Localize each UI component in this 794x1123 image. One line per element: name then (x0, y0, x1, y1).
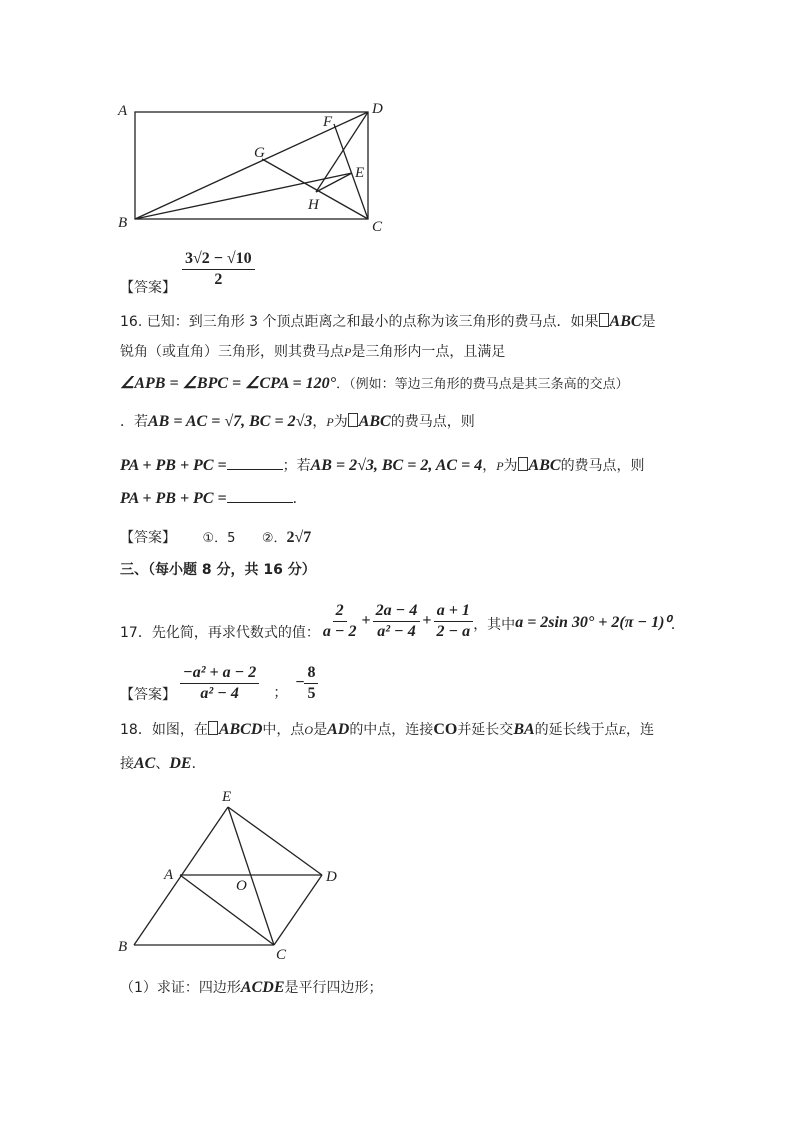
q18-text: 接 (120, 756, 134, 772)
answer-part-2-value: 2√7 (286, 529, 312, 546)
math-ad: AD (327, 721, 350, 738)
math-ac: AC (134, 755, 156, 772)
q15-answer-fraction (182, 249, 255, 290)
answer-tag: 【答案】 (120, 530, 176, 546)
math-p: P (326, 415, 334, 429)
q16-text: 的费马点，则 (560, 458, 645, 474)
q18-text: （1）求证：四边形 (120, 980, 241, 996)
answer-tag: 【答案】 (120, 687, 176, 703)
q18-text: ，连 (626, 722, 654, 738)
fraction-denominator: 5 (307, 684, 316, 702)
label-o: O (236, 878, 247, 894)
segment-dc (274, 875, 322, 945)
label-f: F (323, 114, 333, 130)
fraction-numerator: 8 (304, 663, 318, 684)
q16-text: ， (312, 414, 327, 430)
label-d: D (372, 101, 383, 117)
section-title: 三、（每小题 8 分，共 16 分） (120, 562, 316, 578)
q18-text: 中，点 (262, 722, 305, 738)
q17-line (120, 598, 685, 644)
answer-part-1: ①．5 (202, 531, 236, 546)
q16-line-6 (120, 488, 307, 509)
segment-be (135, 173, 352, 219)
fraction-denominator: a² − 4 (200, 684, 239, 702)
q18-line-2 (120, 754, 206, 774)
label-a: A (118, 103, 128, 119)
fraction-numerator: 2a − 4 (373, 601, 421, 622)
q18-text: 是 (313, 722, 328, 738)
math-sides-2: AB = 2√3, BC = 2, AC = 4 (310, 457, 483, 474)
label-c: C (372, 219, 383, 235)
math-abc: ABC (358, 413, 391, 430)
fraction-numerator: −a² + a − 2 (180, 663, 259, 684)
q16-text: ．（例如：等边三角形的费马点是其三条高的交点） (336, 377, 629, 392)
math-sum: PA + PB + PC = (120, 457, 227, 474)
label-b: B (118, 215, 128, 231)
q16-text: ．若 (120, 414, 148, 430)
math-e: E (618, 723, 626, 737)
segment-ec (228, 807, 274, 945)
q16-line-4 (120, 412, 475, 432)
math-p: P (344, 345, 352, 359)
segment-ed (228, 807, 322, 875)
figure-parallelogram-abcd (112, 785, 352, 965)
q16-text: 锐角（或直角）三角形，则其费马点 (120, 344, 344, 360)
fraction-numerator: a + 1 (434, 601, 473, 622)
q17-answer (120, 660, 318, 706)
label-g: G (254, 145, 265, 161)
q16-text: 是 (641, 314, 656, 330)
plus-sign: + (422, 612, 432, 629)
math-p: P (496, 459, 504, 473)
q17-answer-fraction (180, 663, 259, 704)
q16-line-3 (120, 374, 629, 395)
math-o: O (304, 723, 314, 737)
math-co: CO (433, 721, 458, 738)
plus-sign: + (361, 612, 371, 629)
q15-answer (120, 250, 255, 298)
math-sum: PA + PB + PC = (120, 490, 227, 507)
label-d: D (326, 869, 337, 885)
q16-text: ；若 (282, 458, 311, 474)
q17-text: ． (670, 617, 685, 633)
label-b: B (118, 939, 128, 955)
q16-text: 16. 已知：到三角形 3 个顶点距离之和最小的点称为该三角形的费马点．如果 (120, 314, 599, 330)
q16-line-2 (120, 342, 505, 362)
q16-line-5 (120, 455, 645, 476)
parallelogram-symbol (208, 721, 218, 735)
q17-fraction-3 (433, 601, 473, 642)
math-de: DE (169, 755, 192, 772)
math-abc: ABC (609, 313, 642, 330)
answer-blank (227, 455, 283, 470)
math-sides-1: AB = AC = √7, BC = 2√3 (148, 413, 313, 430)
math-angle-condition: ∠APB = ∠BPC = ∠CPA = 120° (120, 375, 337, 392)
label-a: A (164, 867, 174, 883)
q18-text: ． (191, 756, 206, 772)
q16-text: 为 (333, 414, 348, 430)
math-condition: a = 2sin 30° + 2(π − 1)⁰ (515, 614, 671, 631)
answer-tag: 【答案】 (120, 280, 176, 296)
q16-text: ， (482, 458, 497, 474)
q18-text: 并延长交 (457, 722, 514, 738)
fraction-denominator: 2 − a (436, 622, 471, 640)
q16-text: 为 (503, 458, 518, 474)
answer-part-2-label: ②． (261, 531, 287, 546)
fraction-denominator: a² − 4 (377, 622, 416, 640)
triangle-symbol (518, 457, 528, 471)
q18-line-1 (120, 720, 654, 740)
label-h: H (308, 197, 319, 213)
q16-text: ． (292, 491, 307, 507)
triangle-symbol (348, 413, 358, 427)
minus-sign: − (295, 674, 305, 691)
q17-fraction-2 (373, 601, 421, 642)
q18-text: 、 (155, 756, 170, 772)
q17-text: 17．先化简，再求代数式的值： (120, 625, 320, 641)
label-e: E (222, 789, 232, 805)
q18-text: 的中点，连接 (349, 722, 434, 738)
answer-blank (227, 488, 293, 503)
q16-line-1 (120, 312, 656, 332)
q18-sub-1 (120, 978, 383, 998)
math-ba: BA (513, 721, 535, 738)
fraction-numerator: 2 (333, 601, 347, 622)
segment-ac (180, 875, 274, 945)
q17-fraction-1 (320, 601, 360, 642)
q17-text: ，其中 (473, 617, 516, 633)
math-abc: ABC (528, 457, 561, 474)
label-c: C (276, 947, 287, 963)
q17-answer-2-fraction (304, 663, 318, 704)
q16-text: 是三角形内一点，且满足 (351, 344, 506, 360)
q18-text: 的延长线于点 (534, 722, 619, 738)
fraction-denominator: a − 2 (322, 622, 357, 640)
q16-answer (120, 528, 311, 549)
q18-text: 18．如图，在 (120, 722, 208, 738)
separator: ； (273, 685, 288, 701)
q18-text: 是平行四边形； (284, 980, 383, 996)
figure-rectangle-abcd (110, 95, 400, 240)
fraction-denominator: 2 (214, 271, 223, 288)
q16-text: 的费马点，则 (390, 414, 475, 430)
math-acde: ACDE (240, 979, 285, 996)
label-e: E (355, 165, 365, 181)
fraction-numerator: 3√2 − √10 (182, 249, 255, 270)
triangle-symbol (599, 313, 609, 327)
math-abcd: ABCD (218, 721, 263, 738)
